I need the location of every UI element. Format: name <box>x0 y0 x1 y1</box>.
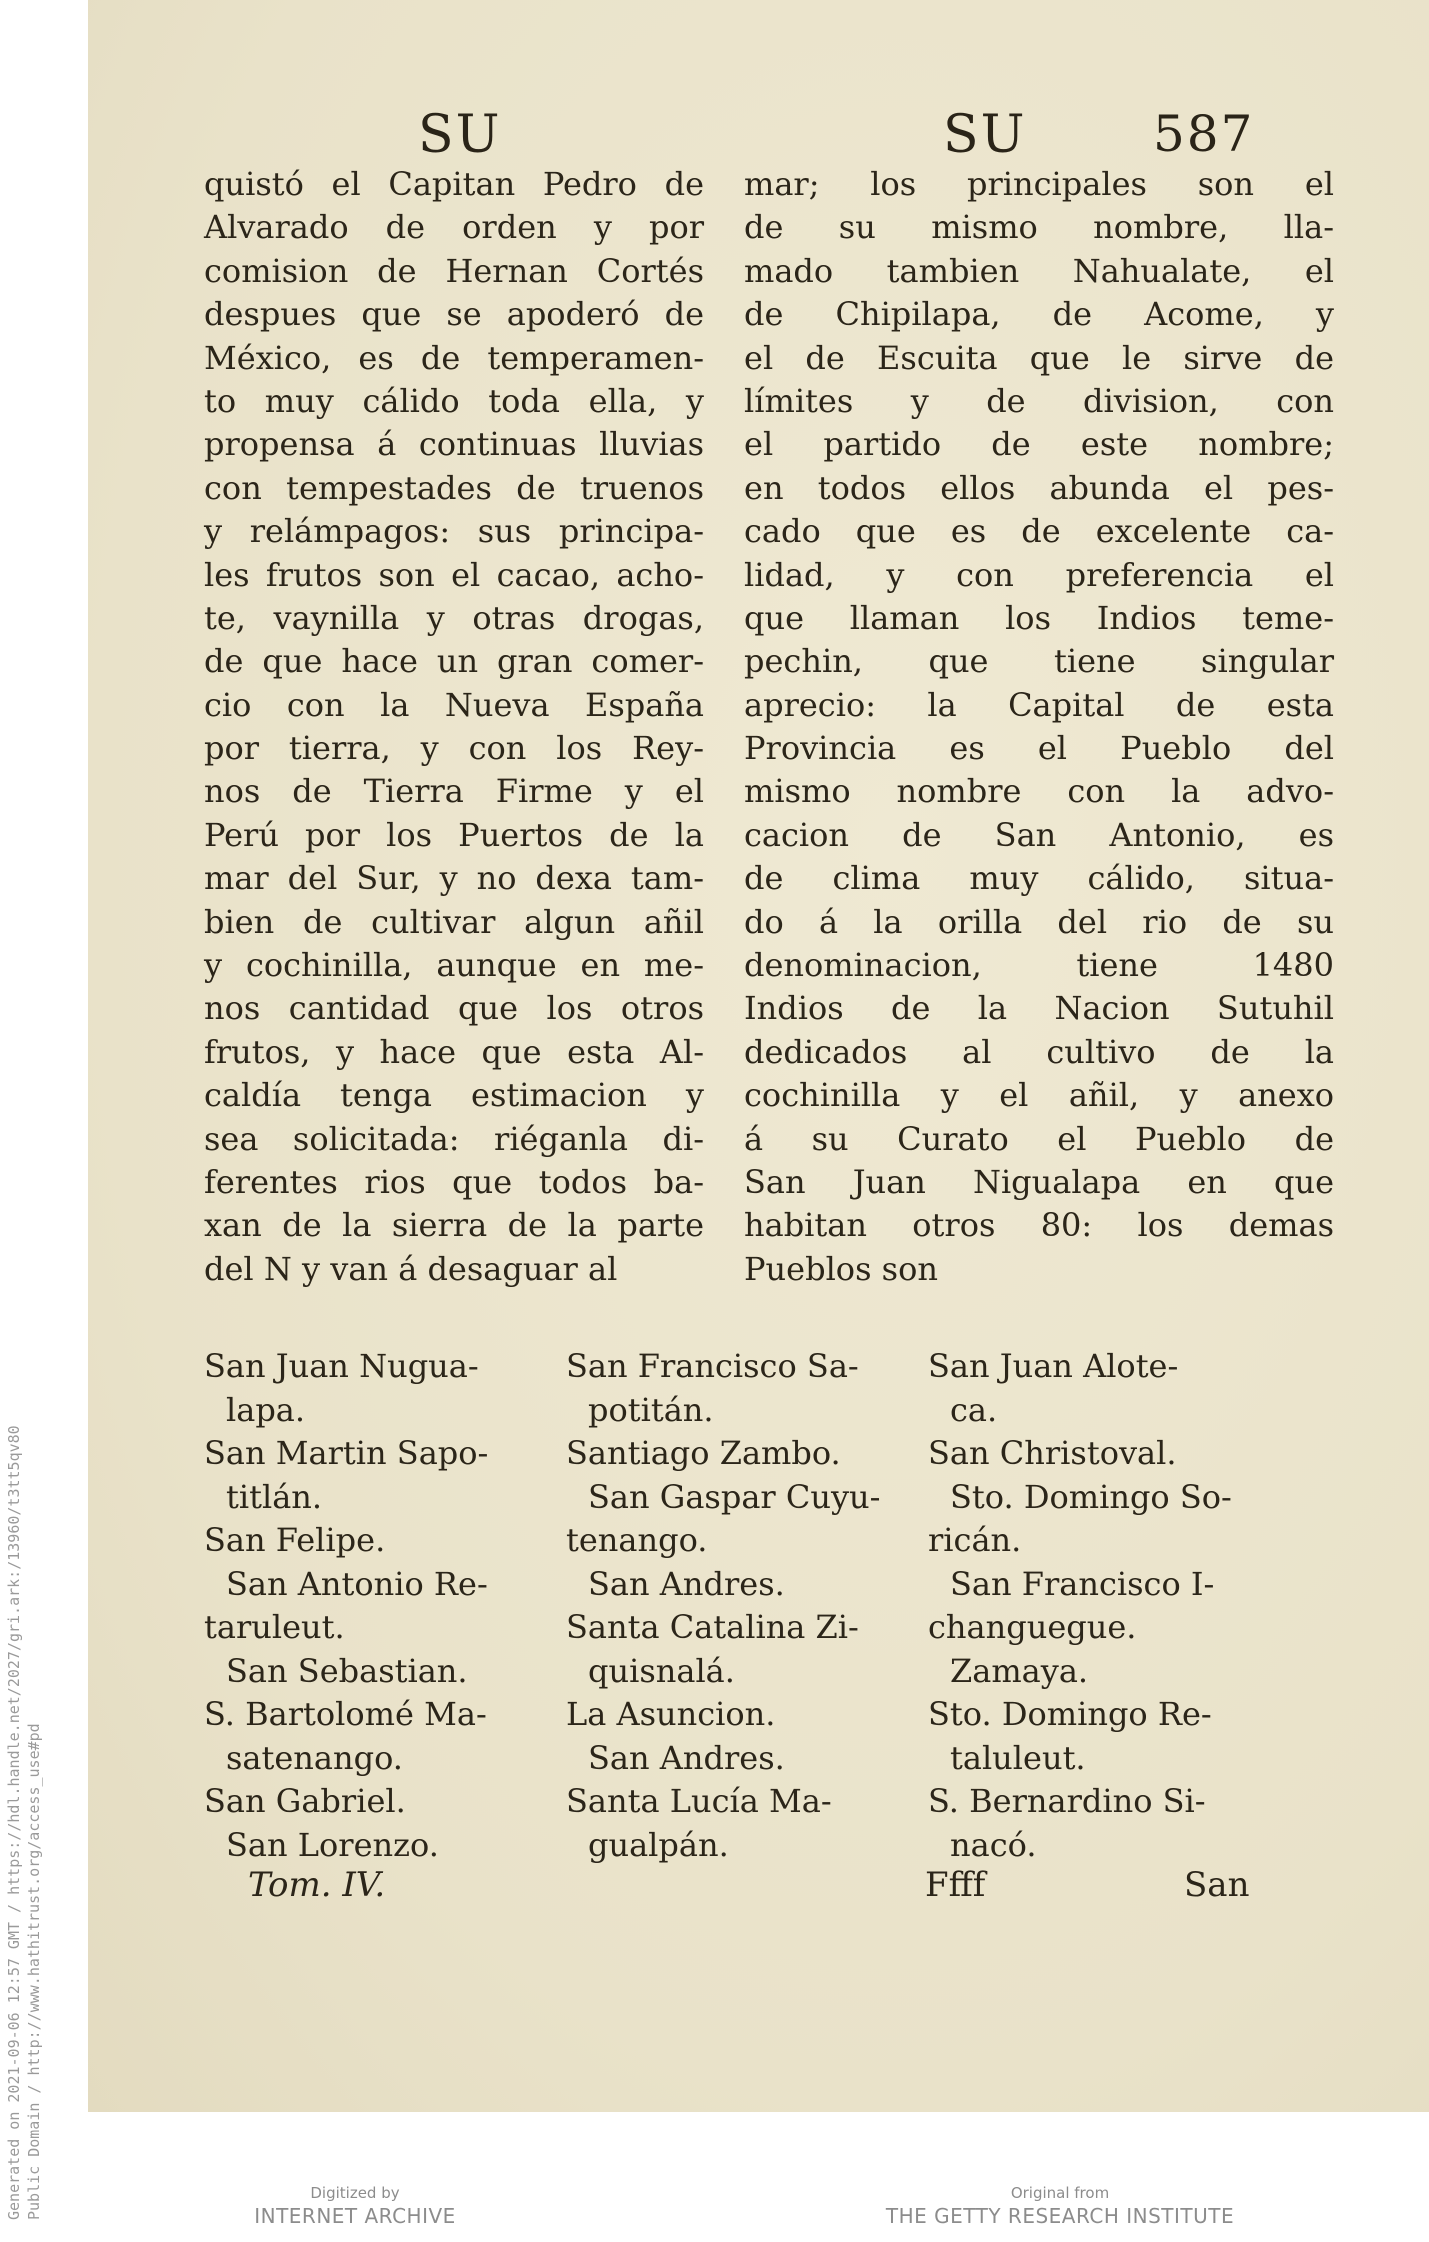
text-line: xan de la sierra de la parte <box>204 1206 704 1245</box>
digitized-by-credit <box>230 2183 480 2229</box>
text-line: el partido de este nombre; <box>744 425 1334 464</box>
text-line: denominacion, tiene 1480 <box>744 946 1334 985</box>
pueblo-list-line: San Juan Nugua- <box>204 1347 479 1385</box>
pueblo-list-line: Zamaya. <box>950 1651 1089 1690</box>
text-line: de su mismo nombre, lla- <box>744 208 1334 247</box>
pueblo-list-line: San Andres. <box>588 1564 785 1603</box>
text-line: frutos, y hace que esta Al- <box>204 1032 704 1071</box>
text-line: Indios de la Nacion Sutuhil <box>744 989 1334 1028</box>
text-line: ferentes rios que todos ba- <box>204 1162 704 1201</box>
text-line: mado tambien Nahualate, el <box>744 251 1334 290</box>
text-line: habitan otros 80: los demas <box>744 1206 1334 1245</box>
text-line: cio con la Nueva España <box>204 685 704 724</box>
pueblo-list-line: ricán. <box>928 1521 1022 1559</box>
book-page <box>88 0 1429 2112</box>
digitized-by-label: Digitized by <box>310 2184 400 2202</box>
pueblos-list-column-2 <box>566 1345 916 1867</box>
text-line: te, vaynilla y otras drogas, <box>204 598 704 637</box>
text-line: caldía tenga estimacion y <box>204 1076 704 1115</box>
getty-institute-name: THE GETTY RESEARCH INSTITUTE <box>885 2204 1235 2228</box>
pueblo-list-line: potitán. <box>588 1390 714 1429</box>
text-line: despues que se apoderó de <box>204 295 704 334</box>
running-head-left: SU <box>418 105 502 165</box>
text-line: dedicados al cultivo de la <box>744 1032 1334 1071</box>
pueblo-list-line: lapa. <box>226 1390 306 1429</box>
text-line: aprecio: la Capital de esta <box>744 685 1334 724</box>
text-line: pechin, que tiene singular <box>744 642 1334 681</box>
license-notice-line: Public Domain / http://www.hathitrust.org/access_use#pd <box>25 1723 43 2220</box>
pueblo-list-line: changuegue. <box>928 1608 1137 1646</box>
original-from-label: Original from <box>1010 2184 1110 2202</box>
pueblo-list-line: nacó. <box>950 1825 1037 1864</box>
text-line: do á la orilla del rio de su <box>744 902 1334 941</box>
text-line: con tempestades de truenos <box>204 468 704 507</box>
text-line: mar; los principales son el <box>744 165 1334 203</box>
pueblo-list-line: taruleut. <box>204 1608 345 1646</box>
text-line: cado que es de excelente ca- <box>744 512 1334 551</box>
text-line: lidad, y con preferencia el <box>744 555 1334 594</box>
text-line: cochinilla y el añil, y anexo <box>744 1076 1334 1115</box>
signature-volume: Tom. IV. <box>248 1865 386 1905</box>
text-line: de clima muy cálido, situa- <box>744 859 1334 898</box>
pueblo-list-line: San Francisco I- <box>950 1564 1215 1603</box>
pueblos-list-column-3 <box>928 1345 1288 1867</box>
text-line: y relámpagos: sus principa- <box>204 512 704 551</box>
text-line: de Chipilapa, de Acome, y <box>744 295 1334 334</box>
text-line: y cochinilla, aunque en me- <box>204 946 704 985</box>
pueblo-list-line: San Gabriel. <box>204 1782 406 1820</box>
text-line: Perú por los Puertos de la <box>204 815 704 854</box>
text-column-left <box>204 163 704 1291</box>
text-line: propensa á continuas lluvias <box>204 425 704 464</box>
text-column-right <box>744 163 1334 1291</box>
pueblo-list-line: San Francisco Sa- <box>566 1347 859 1385</box>
pueblo-list-line: San Gaspar Cuyu- <box>588 1477 881 1516</box>
pueblo-list-line: titlán. <box>226 1477 323 1516</box>
pueblo-list-line: Santiago Zambo. <box>566 1434 841 1472</box>
pueblo-list-line: ca. <box>950 1390 998 1429</box>
text-line: nos de Tierra Firme y el <box>204 772 704 811</box>
text-line: comision de Hernan Cortés <box>204 251 704 290</box>
pueblo-list-line: San Martin Sapo- <box>204 1434 489 1472</box>
text-line: to muy cálido toda ella, y <box>204 381 704 420</box>
internet-archive-name: INTERNET ARCHIVE <box>254 2204 456 2228</box>
text-line: en todos ellos abunda el pes- <box>744 468 1334 507</box>
pueblos-list-column-1 <box>204 1345 554 1867</box>
pueblo-list-line: San Felipe. <box>204 1521 386 1559</box>
text-line: cacion de San Antonio, es <box>744 815 1334 854</box>
generation-notice <box>4 1425 44 2220</box>
text-line: de que hace un gran comer- <box>204 642 704 681</box>
pueblo-list-line: quisnalá. <box>588 1651 735 1690</box>
text-line: Alvarado de orden y por <box>204 208 704 247</box>
pueblo-list-line: Sto. Domingo Re- <box>928 1695 1212 1733</box>
pueblo-list-line: San Sebastian. <box>226 1651 468 1690</box>
text-line: San Juan Nigualapa en que <box>744 1162 1334 1201</box>
signature-mark: Ffff <box>925 1865 986 1905</box>
pueblo-list-line: S. Bartolomé Ma- <box>204 1695 487 1733</box>
text-line: á su Curato el Pueblo de <box>744 1119 1334 1158</box>
pueblo-list-line: San Antonio Re- <box>226 1564 488 1603</box>
original-from-credit <box>860 2183 1260 2229</box>
text-line: mismo nombre con la advo- <box>744 772 1334 811</box>
page-number: 587 <box>1153 105 1255 163</box>
text-line: quistó el Capitan Pedro de <box>204 165 704 203</box>
pueblo-list-line: satenango. <box>226 1738 403 1777</box>
pueblo-list-line: Santa Lucía Ma- <box>566 1782 832 1820</box>
catchword: San <box>1184 1865 1250 1905</box>
text-line: mar del Sur, y no dexa tam- <box>204 859 704 898</box>
pueblo-list-line: San Lorenzo. <box>226 1825 439 1864</box>
pueblo-list-line: San Juan Alote- <box>928 1347 1179 1385</box>
text-line: sea solicitada: riéganla di- <box>204 1119 704 1158</box>
pueblo-list-line: San Christoval. <box>928 1434 1177 1472</box>
pueblo-list-line: La Asuncion. <box>566 1695 776 1733</box>
text-line: del N y van á desaguar al <box>204 1249 618 1288</box>
pueblo-list-line: tenango. <box>566 1521 708 1559</box>
pueblo-list-line: Sto. Domingo So- <box>950 1477 1232 1516</box>
text-line: límites y de division, con <box>744 381 1334 420</box>
text-line: Pueblos son <box>744 1249 938 1288</box>
text-line: Provincia es el Pueblo del <box>744 729 1334 768</box>
running-head-right: SU <box>943 105 1027 165</box>
pueblo-list-line: taluleut. <box>950 1738 1086 1777</box>
text-line: que llaman los Indios teme- <box>744 598 1334 637</box>
text-line: el de Escuita que le sirve de <box>744 338 1334 377</box>
pueblo-list-line: San Andres. <box>588 1738 785 1777</box>
pueblo-list-line: gualpán. <box>588 1825 729 1864</box>
text-line: les frutos son el cacao, acho- <box>204 555 704 594</box>
text-line: México, es de temperamen- <box>204 338 704 377</box>
generation-notice-line: Generated on 2021-09-06 12:57 GMT / https://hdl.handle.net/2027/gri.ark:/13960/t3tt5qv80 <box>5 1425 23 2220</box>
text-line: nos cantidad que los otros <box>204 989 704 1028</box>
text-line: por tierra, y con los Rey- <box>204 729 704 768</box>
pueblo-list-line: Santa Catalina Zi- <box>566 1608 859 1646</box>
text-line: bien de cultivar algun añil <box>204 902 704 941</box>
pueblo-list-line: S. Bernardino Si- <box>928 1782 1206 1820</box>
